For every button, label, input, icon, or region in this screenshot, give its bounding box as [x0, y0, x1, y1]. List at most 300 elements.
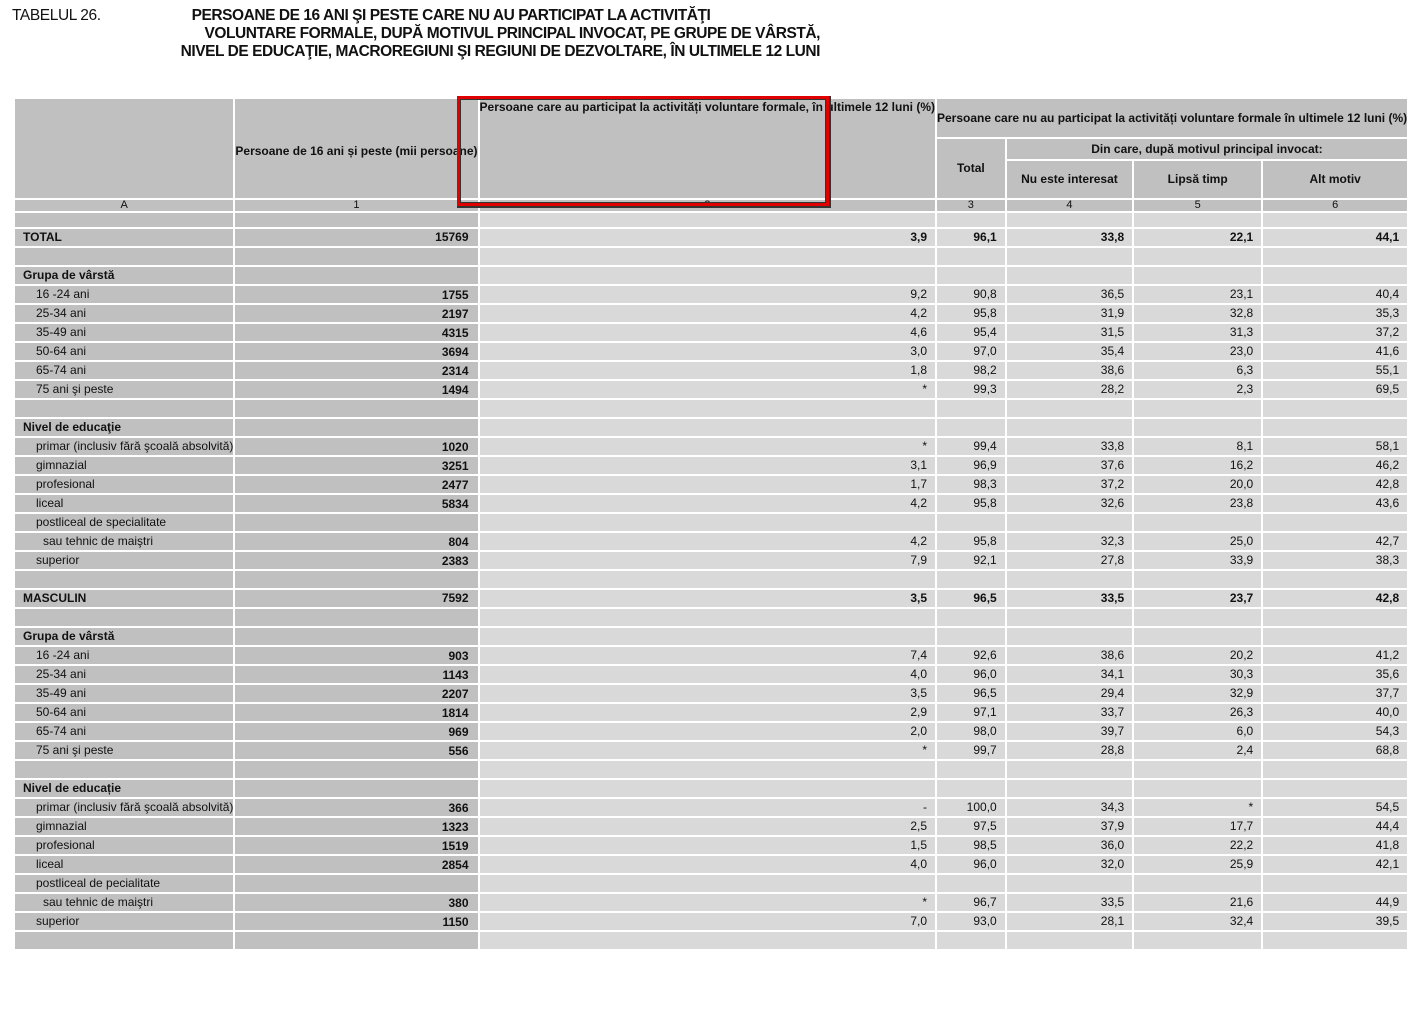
- cell-persons: [234, 418, 478, 437]
- cell-persons: 1494: [234, 380, 478, 399]
- row-label: [14, 570, 234, 589]
- cell-percent: 34,3: [1006, 798, 1133, 817]
- cell-percent: 42,8: [1262, 589, 1408, 608]
- cell-persons: 15769: [234, 228, 478, 247]
- cell-percent: 99,7: [936, 741, 1006, 760]
- cell-percent: 54,3: [1262, 722, 1408, 741]
- row-label: 25-34 ani: [14, 665, 234, 684]
- cell-percent: [1133, 513, 1262, 532]
- cell-persons: [234, 627, 478, 646]
- cell-percent: 96,0: [936, 855, 1006, 874]
- cell-percent: 37,2: [1262, 323, 1408, 342]
- spacer-row: [14, 247, 1408, 266]
- row-label: Nivel de educație: [14, 779, 234, 798]
- column-number: 2: [479, 199, 936, 212]
- cell-percent: 93,0: [936, 912, 1006, 931]
- table-row: [14, 893, 1408, 912]
- cell-percent: [1133, 779, 1262, 798]
- cell-percent: 35,4: [1006, 342, 1133, 361]
- cell-persons: [234, 266, 478, 285]
- row-label: [14, 212, 234, 228]
- cell-percent: 92,1: [936, 551, 1006, 570]
- cell-percent: 39,5: [1262, 912, 1408, 931]
- cell-percent: [1006, 627, 1133, 646]
- cell-percent: 33,5: [1006, 893, 1133, 912]
- cell-percent: 25,9: [1133, 855, 1262, 874]
- cell-percent: [1133, 627, 1262, 646]
- cell-percent: 33,8: [1006, 437, 1133, 456]
- table-row: [14, 855, 1408, 874]
- cell-percent: [936, 760, 1006, 779]
- row-label: 50-64 ani: [14, 342, 234, 361]
- section-row: [14, 589, 1408, 608]
- cell-percent: [479, 760, 936, 779]
- cell-percent: 37,9: [1006, 817, 1133, 836]
- cell-percent: 96,9: [936, 456, 1006, 475]
- cell-persons: 366: [234, 798, 478, 817]
- spacer-row: [14, 212, 1408, 228]
- column-number: 6: [1262, 199, 1408, 212]
- cell-percent: [1262, 513, 1408, 532]
- row-label: 75 ani şi peste: [14, 741, 234, 760]
- cell-percent: 34,1: [1006, 665, 1133, 684]
- row-label: 35-49 ani: [14, 323, 234, 342]
- cell-percent: [936, 874, 1006, 893]
- table-row: [14, 475, 1408, 494]
- cell-percent: 3,0: [479, 342, 936, 361]
- cell-percent: 35,6: [1262, 665, 1408, 684]
- cell-percent: [1006, 570, 1133, 589]
- cell-percent: 33,5: [1006, 589, 1133, 608]
- cell-percent: [1006, 760, 1133, 779]
- cell-percent: 90,8: [936, 285, 1006, 304]
- cell-percent: 21,6: [1133, 893, 1262, 912]
- column-number: 3: [936, 199, 1006, 212]
- table-row: [14, 684, 1408, 703]
- cell-percent: 2,4: [1133, 741, 1262, 760]
- cell-percent: 4,2: [479, 304, 936, 323]
- cell-percent: 25,0: [1133, 532, 1262, 551]
- cell-percent: 44,9: [1262, 893, 1408, 912]
- table-row: [14, 494, 1408, 513]
- cell-percent: [479, 627, 936, 646]
- cell-percent: 38,6: [1006, 646, 1133, 665]
- cell-persons: 1143: [234, 665, 478, 684]
- cell-percent: [936, 570, 1006, 589]
- cell-percent: 7,9: [479, 551, 936, 570]
- table-body: [14, 212, 1408, 950]
- cell-percent: 41,6: [1262, 342, 1408, 361]
- cell-percent: 28,8: [1006, 741, 1133, 760]
- table-row: [14, 342, 1408, 361]
- cell-percent: [936, 779, 1006, 798]
- header-total: Total: [936, 138, 1006, 199]
- header-lack-of-time: Lipsă timp: [1133, 160, 1262, 199]
- cell-percent: 39,7: [1006, 722, 1133, 741]
- cell-percent: [479, 399, 936, 418]
- spacer-row: [14, 608, 1408, 627]
- row-label: gimnazial: [14, 817, 234, 836]
- cell-persons: [234, 247, 478, 266]
- cell-percent: 16,2: [1133, 456, 1262, 475]
- table-row: [14, 456, 1408, 475]
- cell-percent: [1262, 627, 1408, 646]
- table-row: [14, 513, 1408, 532]
- cell-percent: [1262, 931, 1408, 950]
- cell-percent: [1133, 570, 1262, 589]
- row-label: MASCULIN: [14, 589, 234, 608]
- cell-percent: 22,1: [1133, 228, 1262, 247]
- cell-percent: [1262, 418, 1408, 437]
- cell-persons: 380: [234, 893, 478, 912]
- row-label: TOTAL: [14, 228, 234, 247]
- cell-percent: [479, 608, 936, 627]
- cell-percent: 31,9: [1006, 304, 1133, 323]
- cell-persons: 804: [234, 532, 478, 551]
- header-persons-total: Persoane de 16 ani și peste (mii persoane): [234, 98, 478, 199]
- table-row: [14, 532, 1408, 551]
- cell-percent: 95,4: [936, 323, 1006, 342]
- row-label: 75 ani şi peste: [14, 380, 234, 399]
- cell-percent: 95,8: [936, 494, 1006, 513]
- header-participated: Persoane care au participat la activități voluntare formale, în ultimele 12 luni (%): [479, 98, 936, 199]
- cell-percent: 95,8: [936, 532, 1006, 551]
- row-label: sau tehnic de maiştri: [14, 532, 234, 551]
- row-label: gimnazial: [14, 456, 234, 475]
- group-header-row: [14, 779, 1408, 798]
- cell-persons: 1150: [234, 912, 478, 931]
- cell-percent: *: [1133, 798, 1262, 817]
- table-row: [14, 285, 1408, 304]
- cell-percent: 1,7: [479, 475, 936, 494]
- cell-percent: 100,0: [936, 798, 1006, 817]
- spacer-row: [14, 399, 1408, 418]
- cell-percent: [1262, 779, 1408, 798]
- cell-persons: 1814: [234, 703, 478, 722]
- cell-percent: 44,4: [1262, 817, 1408, 836]
- row-label: Nivel de educaţie: [14, 418, 234, 437]
- cell-percent: [936, 608, 1006, 627]
- cell-percent: [479, 266, 936, 285]
- header-label-column: [14, 98, 234, 199]
- cell-percent: [1133, 874, 1262, 893]
- cell-persons: 1020: [234, 437, 478, 456]
- cell-percent: 23,7: [1133, 589, 1262, 608]
- row-label: 35-49 ani: [14, 684, 234, 703]
- cell-percent: 42,1: [1262, 855, 1408, 874]
- cell-percent: 32,8: [1133, 304, 1262, 323]
- cell-percent: [1133, 212, 1262, 228]
- cell-percent: 44,1: [1262, 228, 1408, 247]
- cell-percent: 32,4: [1133, 912, 1262, 931]
- cell-percent: 4,0: [479, 665, 936, 684]
- cell-percent: [1262, 212, 1408, 228]
- cell-percent: 3,9: [479, 228, 936, 247]
- cell-percent: [1133, 608, 1262, 627]
- row-label: 16 -24 ani: [14, 285, 234, 304]
- row-label: 25-34 ani: [14, 304, 234, 323]
- cell-percent: 33,7: [1006, 703, 1133, 722]
- row-label: superior: [14, 551, 234, 570]
- cell-percent: 98,5: [936, 836, 1006, 855]
- row-label: postliceal de specialitate: [14, 513, 234, 532]
- spacer-row: [14, 570, 1408, 589]
- cell-percent: 6,3: [1133, 361, 1262, 380]
- cell-percent: [936, 266, 1006, 285]
- cell-percent: [479, 418, 936, 437]
- cell-percent: *: [479, 437, 936, 456]
- cell-percent: 36,0: [1006, 836, 1133, 855]
- cell-percent: 7,4: [479, 646, 936, 665]
- table-row: [14, 741, 1408, 760]
- cell-persons: 903: [234, 646, 478, 665]
- cell-percent: [936, 931, 1006, 950]
- cell-percent: 20,2: [1133, 646, 1262, 665]
- cell-percent: [1133, 418, 1262, 437]
- cell-percent: 9,2: [479, 285, 936, 304]
- cell-persons: [234, 931, 478, 950]
- cell-percent: [1006, 874, 1133, 893]
- cell-percent: 55,1: [1262, 361, 1408, 380]
- cell-percent: -: [479, 798, 936, 817]
- cell-persons: [234, 608, 478, 627]
- cell-percent: 95,8: [936, 304, 1006, 323]
- cell-percent: 37,2: [1006, 475, 1133, 494]
- cell-percent: [1262, 760, 1408, 779]
- row-label: primar (inclusiv fără şcoală absolvită): [14, 437, 234, 456]
- cell-percent: 97,5: [936, 817, 1006, 836]
- row-label: profesional: [14, 836, 234, 855]
- cell-percent: [1006, 608, 1133, 627]
- cell-percent: [936, 418, 1006, 437]
- cell-percent: [1262, 874, 1408, 893]
- table-row: [14, 722, 1408, 741]
- group-header-row: [14, 266, 1408, 285]
- cell-percent: 58,1: [1262, 437, 1408, 456]
- cell-percent: 29,4: [1006, 684, 1133, 703]
- cell-percent: 68,8: [1262, 741, 1408, 760]
- cell-percent: 96,5: [936, 589, 1006, 608]
- cell-persons: [234, 874, 478, 893]
- cell-percent: 32,6: [1006, 494, 1133, 513]
- cell-percent: 20,0: [1133, 475, 1262, 494]
- cell-persons: 3694: [234, 342, 478, 361]
- cell-percent: 35,3: [1262, 304, 1408, 323]
- cell-percent: 4,6: [479, 323, 936, 342]
- cell-percent: 41,8: [1262, 836, 1408, 855]
- cell-percent: [1133, 247, 1262, 266]
- cell-percent: [1006, 247, 1133, 266]
- cell-percent: 38,6: [1006, 361, 1133, 380]
- cell-persons: [234, 212, 478, 228]
- cell-percent: 2,5: [479, 817, 936, 836]
- cell-persons: [234, 760, 478, 779]
- cell-persons: 3251: [234, 456, 478, 475]
- cell-persons: 1323: [234, 817, 478, 836]
- cell-persons: 7592: [234, 589, 478, 608]
- cell-percent: 22,2: [1133, 836, 1262, 855]
- cell-persons: [234, 399, 478, 418]
- cell-percent: 42,8: [1262, 475, 1408, 494]
- cell-percent: 98,0: [936, 722, 1006, 741]
- table-row: [14, 798, 1408, 817]
- cell-percent: 36,5: [1006, 285, 1133, 304]
- cell-percent: 3,5: [479, 684, 936, 703]
- row-label: 50-64 ani: [14, 703, 234, 722]
- cell-percent: 37,7: [1262, 684, 1408, 703]
- header-not-participated-group: Persoane care nu au participat la activități voluntare formale în ultimele 12 luni (%): [936, 98, 1408, 138]
- row-label: superior: [14, 912, 234, 931]
- table-row: [14, 437, 1408, 456]
- row-label: Grupa de vârstă: [14, 627, 234, 646]
- cell-persons: 2207: [234, 684, 478, 703]
- cell-percent: [479, 779, 936, 798]
- group-header-row: [14, 627, 1408, 646]
- cell-persons: 2314: [234, 361, 478, 380]
- cell-percent: [1133, 266, 1262, 285]
- cell-percent: [936, 513, 1006, 532]
- row-label: [14, 399, 234, 418]
- row-label: [14, 760, 234, 779]
- cell-percent: 43,6: [1262, 494, 1408, 513]
- cell-persons: 4315: [234, 323, 478, 342]
- cell-percent: 3,1: [479, 456, 936, 475]
- cell-percent: 38,3: [1262, 551, 1408, 570]
- cell-percent: [479, 212, 936, 228]
- cell-percent: 23,8: [1133, 494, 1262, 513]
- cell-percent: [1133, 931, 1262, 950]
- cell-percent: 40,0: [1262, 703, 1408, 722]
- header-reason-group: Din care, după motivul principal invocat:: [1006, 138, 1408, 160]
- cell-percent: 1,8: [479, 361, 936, 380]
- table-row: [14, 836, 1408, 855]
- cell-percent: *: [479, 741, 936, 760]
- table-row: [14, 380, 1408, 399]
- cell-persons: 2477: [234, 475, 478, 494]
- cell-percent: [1006, 418, 1133, 437]
- row-label: [14, 247, 234, 266]
- cell-percent: 41,2: [1262, 646, 1408, 665]
- cell-percent: 96,7: [936, 893, 1006, 912]
- cell-percent: 4,0: [479, 855, 936, 874]
- row-label: liceal: [14, 494, 234, 513]
- table-title-line: PERSOANE DE 16 ANI ŞI PESTE CARE NU AU PARTICIPAT LA ACTIVITĂŢI: [191, 7, 711, 24]
- row-label: 65-74 ani: [14, 722, 234, 741]
- row-label: sau tehnic de maiştri: [14, 893, 234, 912]
- cell-percent: 98,3: [936, 475, 1006, 494]
- cell-percent: [479, 874, 936, 893]
- cell-persons: [234, 570, 478, 589]
- cell-persons: 5834: [234, 494, 478, 513]
- cell-percent: [1262, 247, 1408, 266]
- table-row: [14, 361, 1408, 380]
- cell-percent: 8,1: [1133, 437, 1262, 456]
- cell-percent: 4,2: [479, 494, 936, 513]
- cell-percent: [479, 513, 936, 532]
- cell-percent: 30,3: [1133, 665, 1262, 684]
- table-row: [14, 304, 1408, 323]
- cell-percent: [1006, 513, 1133, 532]
- cell-persons: [234, 779, 478, 798]
- cell-percent: [1133, 399, 1262, 418]
- cell-percent: 27,8: [1006, 551, 1133, 570]
- cell-persons: 1755: [234, 285, 478, 304]
- cell-persons: 1519: [234, 836, 478, 855]
- cell-percent: [479, 931, 936, 950]
- group-header-row: [14, 418, 1408, 437]
- cell-percent: 33,8: [1006, 228, 1133, 247]
- row-label: profesional: [14, 475, 234, 494]
- table-row: [14, 665, 1408, 684]
- cell-persons: 2383: [234, 551, 478, 570]
- cell-percent: 98,2: [936, 361, 1006, 380]
- cell-percent: 28,1: [1006, 912, 1133, 931]
- cell-percent: [1262, 608, 1408, 627]
- cell-percent: [1006, 399, 1133, 418]
- row-label: liceal: [14, 855, 234, 874]
- cell-percent: 32,0: [1006, 855, 1133, 874]
- cell-percent: 96,1: [936, 228, 1006, 247]
- cell-percent: *: [479, 380, 936, 399]
- cell-percent: [1133, 760, 1262, 779]
- row-label: [14, 608, 234, 627]
- cell-persons: 556: [234, 741, 478, 760]
- column-number: 1: [234, 199, 478, 212]
- cell-percent: [1006, 212, 1133, 228]
- cell-percent: [479, 247, 936, 266]
- table-row: [14, 551, 1408, 570]
- cell-percent: 2,9: [479, 703, 936, 722]
- cell-percent: 54,5: [1262, 798, 1408, 817]
- cell-percent: 2,0: [479, 722, 936, 741]
- table-row: [14, 646, 1408, 665]
- cell-percent: 92,6: [936, 646, 1006, 665]
- cell-percent: 2,3: [1133, 380, 1262, 399]
- cell-percent: [1006, 266, 1133, 285]
- cell-persons: 2854: [234, 855, 478, 874]
- cell-percent: [1262, 399, 1408, 418]
- cell-percent: 6,0: [1133, 722, 1262, 741]
- cell-percent: 32,9: [1133, 684, 1262, 703]
- cell-percent: *: [479, 893, 936, 912]
- table-row: [14, 912, 1408, 931]
- cell-percent: 42,7: [1262, 532, 1408, 551]
- cell-percent: 4,2: [479, 532, 936, 551]
- cell-percent: [1262, 570, 1408, 589]
- cell-percent: 26,3: [1133, 703, 1262, 722]
- cell-percent: [936, 212, 1006, 228]
- row-label: Grupa de vârstă: [14, 266, 234, 285]
- cell-percent: 37,6: [1006, 456, 1133, 475]
- cell-percent: 1,5: [479, 836, 936, 855]
- spacer-row: [14, 931, 1408, 950]
- cell-percent: [1262, 266, 1408, 285]
- spacer-row: [14, 760, 1408, 779]
- cell-percent: 96,5: [936, 684, 1006, 703]
- row-label: 16 -24 ani: [14, 646, 234, 665]
- cell-percent: 31,5: [1006, 323, 1133, 342]
- cell-persons: 2197: [234, 304, 478, 323]
- cell-percent: 32,3: [1006, 532, 1133, 551]
- cell-percent: 23,0: [1133, 342, 1262, 361]
- cell-percent: 97,0: [936, 342, 1006, 361]
- header-not-interested: Nu este interesat: [1006, 160, 1133, 199]
- header-other-reason: Alt motiv: [1262, 160, 1408, 199]
- cell-percent: 23,1: [1133, 285, 1262, 304]
- cell-percent: [936, 247, 1006, 266]
- table-title-line: NIVEL DE EDUCAŢIE, MACROREGIUNI ŞI REGIUNI DE DEZVOLTARE, ÎN ULTIMELE 12 LUNI: [180, 43, 820, 60]
- cell-percent: [936, 399, 1006, 418]
